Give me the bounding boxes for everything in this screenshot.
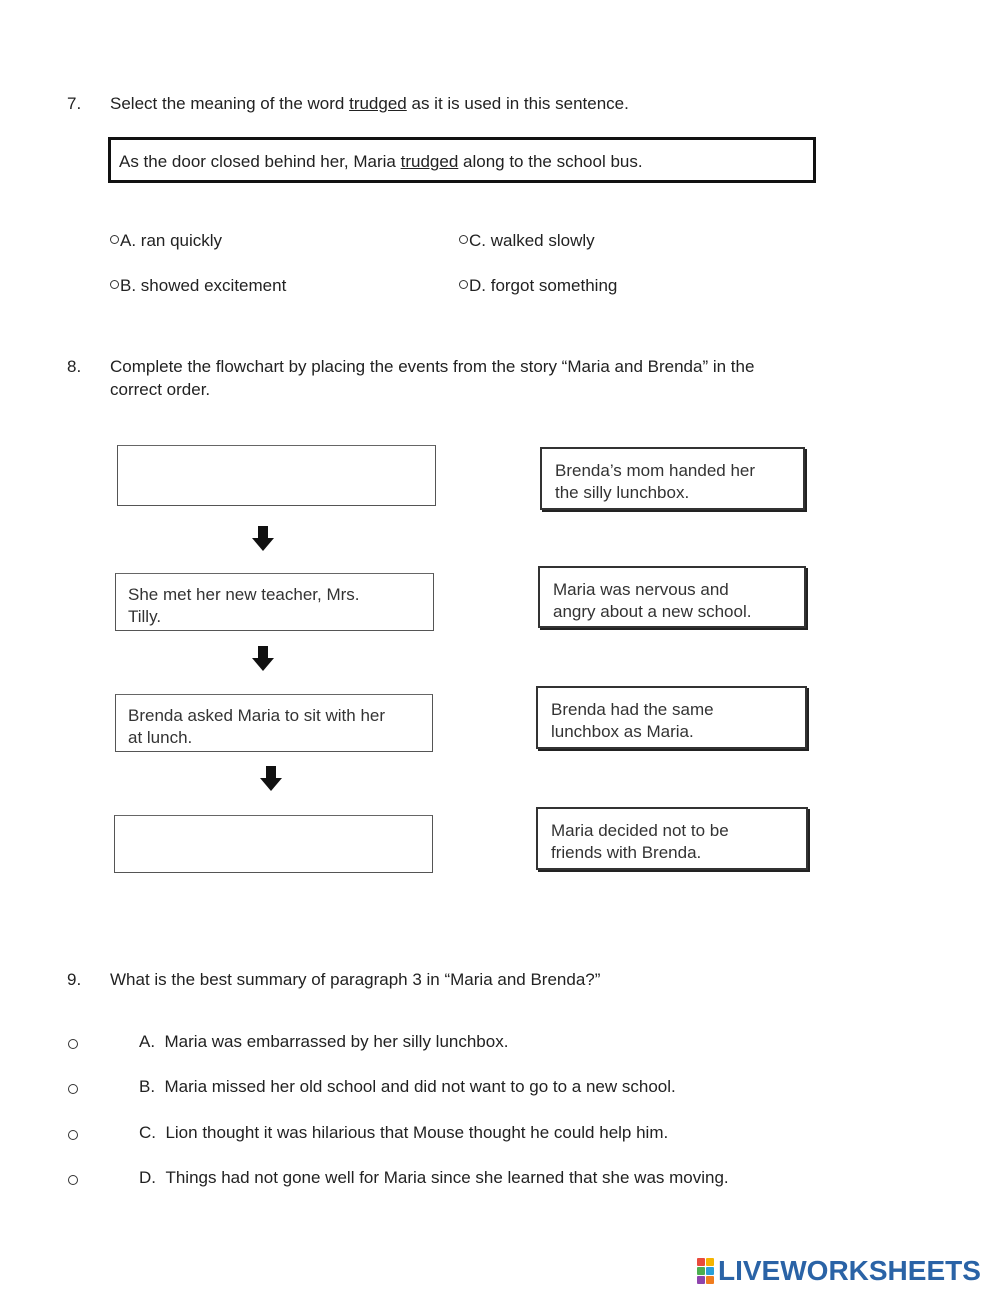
radio-circle-icon[interactable]: [68, 1039, 78, 1049]
q9-option-a-letter: A.: [139, 1032, 156, 1051]
q8-prompt-line1: Complete the flowchart by placing the events from the story “Maria and Brenda” in the: [110, 357, 755, 376]
q8-prompt-line2: correct order.: [110, 380, 211, 399]
q9-number: 9.: [67, 970, 82, 989]
event-card-2[interactable]: [538, 566, 806, 628]
q7-sentence: [119, 150, 643, 173]
down-arrow-icon: [252, 526, 274, 552]
q7-option-b[interactable]: [110, 274, 286, 297]
flow-box-3: [115, 694, 433, 752]
radio-circle-icon[interactable]: [68, 1130, 78, 1140]
q7-sentence-before: As the door closed behind her, Maria: [119, 152, 401, 171]
q9-prompt: What is the best summary of paragraph 3 in “Maria and Brenda?”: [110, 970, 601, 989]
flow-box-3-text: Brenda asked Maria to sit with her at lunch.: [128, 706, 386, 747]
q9-option-c-text: Lion thought it was hilarious that Mouse thought he could help him.: [165, 1123, 669, 1142]
flow-box-2: [115, 573, 434, 631]
radio-circle-icon[interactable]: [459, 235, 468, 244]
q9-option-b-letter: B.: [139, 1077, 156, 1096]
q7-option-a[interactable]: [110, 229, 222, 252]
q7-option-d-label: D. forgot something: [469, 276, 618, 295]
down-arrow-icon: [260, 766, 282, 792]
q7-sentence-box: [108, 137, 816, 183]
radio-circle-icon[interactable]: [68, 1175, 78, 1185]
q9-option-b[interactable]: [139, 1075, 676, 1098]
radio-circle-icon[interactable]: [68, 1084, 78, 1094]
q8-number: 8.: [67, 357, 82, 376]
event-card-4[interactable]: [536, 807, 808, 870]
q9-option-a-text: Maria was embarrassed by her silly lunchbox.: [164, 1032, 509, 1051]
logo-blocks-icon: [697, 1258, 714, 1284]
radio-circle-icon[interactable]: [110, 235, 119, 244]
q9-option-d-letter: D.: [139, 1168, 156, 1187]
liveworksheets-logo: [697, 1256, 981, 1286]
q7-number: 7.: [67, 94, 82, 113]
q7-prompt: [110, 92, 629, 115]
flow-box-2-text: She met her new teacher, Mrs. Tilly.: [128, 585, 360, 626]
q7-sentence-after: along to the school bus.: [458, 152, 643, 171]
q7-option-d[interactable]: [459, 274, 617, 297]
q9-option-c-letter: C.: [139, 1123, 156, 1142]
q7-prompt-word: trudged: [349, 94, 407, 113]
q7-prompt-after: as it is used in this sentence.: [406, 94, 629, 113]
down-arrow-icon: [252, 646, 274, 672]
radio-circle-icon[interactable]: [459, 280, 468, 289]
event-card-3-text: Brenda had the same lunchbox as Maria.: [551, 700, 714, 741]
q9-option-c[interactable]: [139, 1121, 668, 1144]
flow-drop-slot-1[interactable]: [117, 445, 436, 506]
event-card-1-text: Brenda’s mom handed her the silly lunchbox.: [555, 461, 756, 502]
event-card-2-text: Maria was nervous and angry about a new school.: [553, 580, 752, 621]
q9-option-d-text: Things had not gone well for Maria since she learned that she was moving.: [165, 1168, 729, 1187]
flow-drop-slot-4[interactable]: [114, 815, 433, 873]
radio-circle-icon[interactable]: [110, 280, 119, 289]
q9-option-b-text: Maria missed her old school and did not want to go to a new school.: [164, 1077, 676, 1096]
event-card-3[interactable]: [536, 686, 807, 749]
q7-option-c[interactable]: [459, 229, 595, 252]
q7-option-a-label: A. ran quickly: [120, 231, 223, 250]
event-card-1[interactable]: [540, 447, 805, 510]
q7-sentence-word: trudged: [400, 152, 459, 171]
logo-wordmark: LIVEWORKSHEETS: [718, 1255, 981, 1286]
q7-option-b-label: B. showed excitement: [120, 276, 287, 295]
q9-option-a[interactable]: [139, 1030, 508, 1053]
q9-option-d[interactable]: [139, 1166, 729, 1189]
q7-prompt-before: Select the meaning of the word: [110, 94, 350, 113]
q7-option-c-label: C. walked slowly: [469, 231, 595, 250]
event-card-4-text: Maria decided not to be friends with Brenda.: [551, 821, 729, 862]
